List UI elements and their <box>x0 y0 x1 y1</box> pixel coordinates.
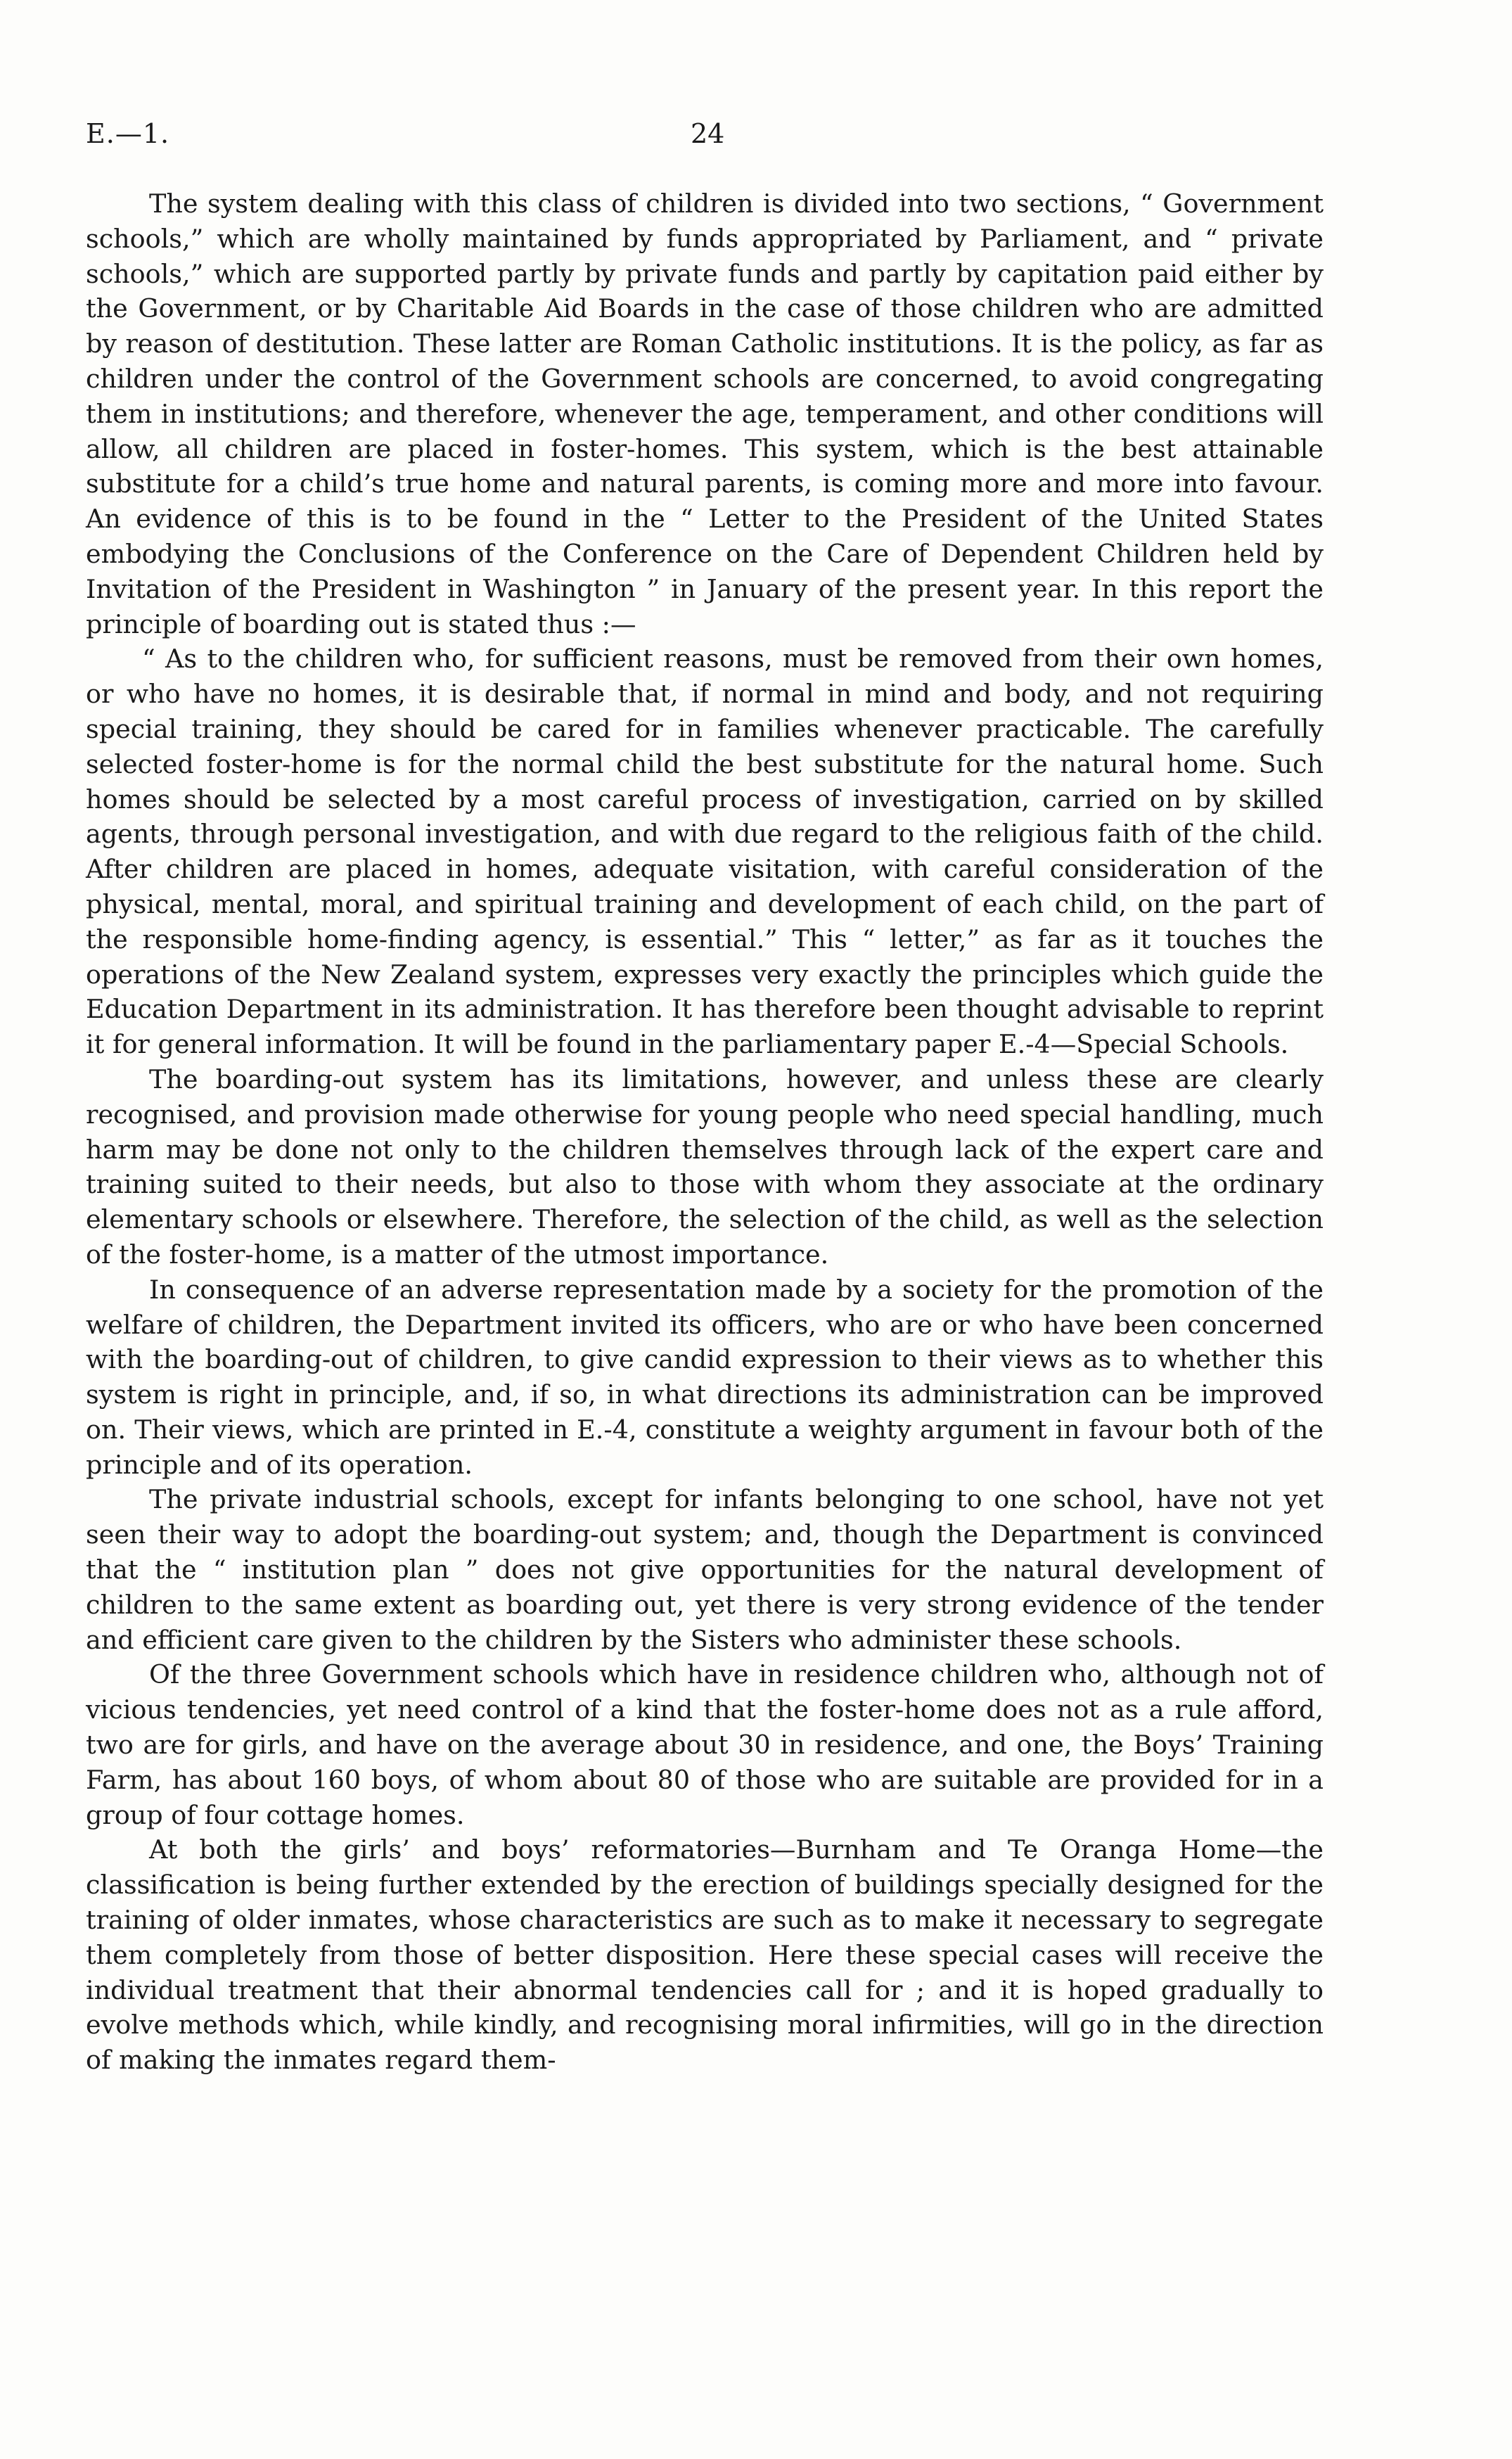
paragraph-system-overview: The system dealing with this class of children is divided into two sections, “ Government schools,” which are wholly maintained by funds appropriated by Parliament, and “ private schools,” which are supported partly by private funds and partly by capitation paid either by the Government, or by Charitable Aid Boards in the case of those children who are admitted by reason of destitution. These latter are Roman Catholic institutions. It is the policy, as far as children under the control of the Government schools are concerned, to avoid congregating them in institutions; and therefore, whenever the age, temperament, and other conditions will allow, all children are placed in foster-homes. This system, which is the best attainable substitute for a child’s true home and natural parents, is coming more and more into favour. An evidence of this is to be found in the “ Letter to the President of the United States embodying the Conclusions of the Conference on the Care of Dependent Children held by Invitation of the President in Washington ” in January of the present year. In this report the principle of boarding out is stated thus :— <box>86 189 1324 639</box>
paragraph-reformatories: At both the girls’ and boys’ reformatories—Burnham and Te Oranga Home—the classification is being further extended by the erection of buildings specially designed for the training of older inmates, whose characteristics are such as to make it necessary to segregate them completely from those of better disposition. Here these special cases will receive the individual treatment that their abnormal tendencies call for ; and it is hoped gradually to evolve methods which, while kindly, and recognising moral infirmities, will go in the direction of making the inmates regard them- <box>86 1834 1324 2076</box>
paragraph-adverse-representation: In consequence of an adverse representation made by a society for the promotion of the welfare of children, the Department invited its officers, who are or who have been concerned with the boarding-out of children, to give candid expression to their views as to whether this system is right in principle, and, if so, in what directions its administration can be improved on. Their views, which are printed in E.-4, constitute a weighty argument in favour both of the principle and of its operation. <box>86 1274 1324 1480</box>
body-text <box>86 186 1324 2078</box>
document-reference: E.—1. <box>86 118 170 149</box>
paragraph-limitations: The boarding-out system has its limitations, however, and unless these are clearly recognised, and provision made otherwise for young people who need special handling, much harm may be done not only to the children themselves through lack of the expert care and training suited to their needs, but also to those with whom they associate at the ordinary elementary schools or elsewhere. Therefore, the selection of the child, as well as the selection of the foster-home, is a matter of the utmost importance. <box>86 1064 1324 1270</box>
paragraph-quoted-letter: “ As to the children who, for sufficient reasons, must be removed from their own homes, or who have no homes, it is desirable that, if normal in mind and body, and not requiring special training, they should be cared for in families whenever practicable. The carefully selected foster-home is for the normal child the best substitute for the natural home. Such homes should be selected by a most careful process of investigation, carried on by skilled agents, through personal investigation, and with due regard to the religious faith of the child. After children are placed in homes, adequate visitation, with careful consideration of the physical, mental, moral, and spiritual training and development of each child, on the part of the responsible home-finding agency, is essential.” This “ letter,” as far as it touches the operations of the New Zealand system, expresses very exactly the principles which guide the Education Department in its administration. It has therefore been thought advisable to reprint it for general information. It will be found in the parliamentary paper E.-4—Special Schools. <box>86 644 1324 1060</box>
paragraph-private-schools: The private industrial schools, except for infants belonging to one school, have not yet seen their way to adopt the boarding-out system; and, though the Department is convinced that the “ institution plan ” does not give opportunities for the natural development of children to the same extent as boarding out, yet there is very strong evidence of the tender and efficient care given to the children by the Sisters who administer these schools. <box>86 1484 1324 1655</box>
page-header <box>86 118 1324 160</box>
paragraph-government-schools: Of the three Government schools which have in residence children who, although not of vicious tendencies, yet need control of a kind that the foster-home does not as a rule afford, two are for girls, and have on the average about 30 in residence, and one, the Boys’ Training Farm, has about 160 boys, of whom about 80 of those who are suitable are provided for in a group of four cottage homes. <box>86 1659 1324 1830</box>
page-number: 24 <box>691 118 725 149</box>
